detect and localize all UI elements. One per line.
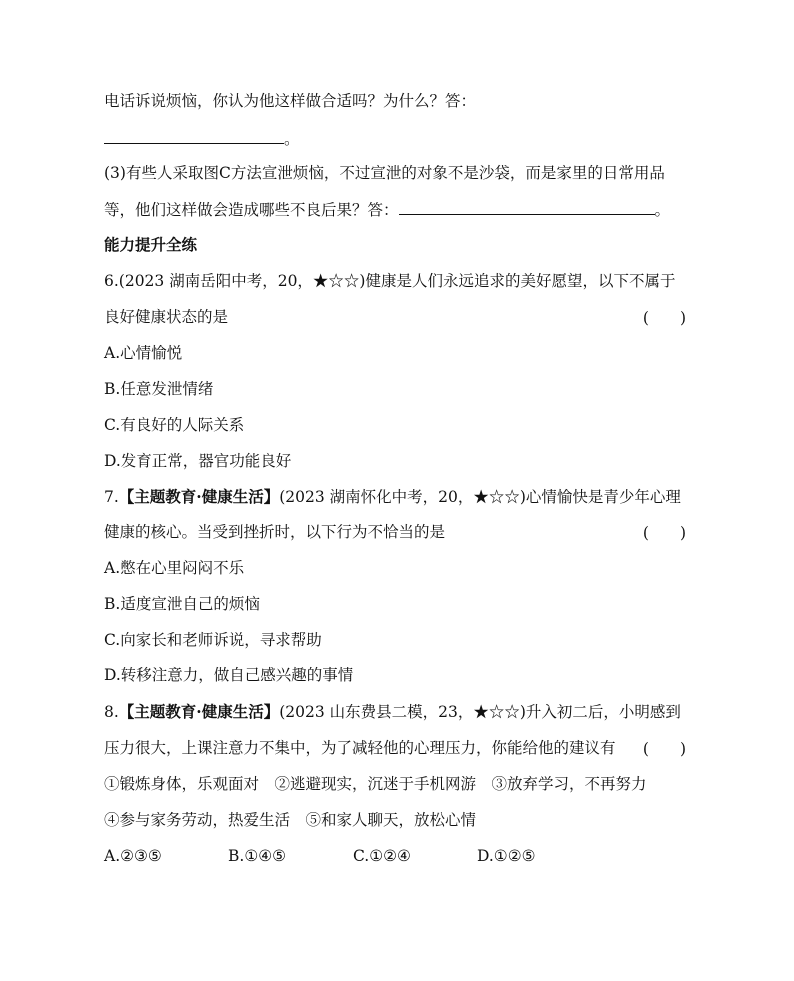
q6-option-b[interactable]: B.任意发泄情绪 <box>104 380 214 398</box>
q8-option-d[interactable]: D.①②⑤ <box>477 847 536 865</box>
q8-answer-paren[interactable]: ( ) <box>642 740 686 758</box>
q8-stem-line1 <box>104 701 681 723</box>
q7-answer-paren[interactable]: ( ) <box>642 524 686 542</box>
q7-stem-text: (2023 湖南怀化中考，20，★☆☆)心情愉快是青少年心理 <box>279 488 681 506</box>
q7-stem-line2: 健康的核心。当受到挫折时，以下行为不恰当的是 <box>104 523 446 541</box>
section-title: 能力提升全练 <box>104 235 198 254</box>
q6-stem-line2: 良好健康状态的是 <box>104 308 229 326</box>
q7-option-a[interactable]: A.憋在心里闷闷不乐 <box>104 559 245 577</box>
period: 。 <box>284 130 300 148</box>
q5-continuation-line: 电话诉说烦恼，你认为他这样做合适吗？为什么？答： <box>104 92 477 110</box>
q8-options-row <box>104 845 536 867</box>
q8-number: 8. <box>104 703 119 721</box>
q8-stem-text: (2023 山东费县二模，23，★☆☆)升入初二后，小明感到 <box>279 703 681 721</box>
q7-option-b[interactable]: B.适度宣泄自己的烦恼 <box>104 595 260 613</box>
q8-option-c[interactable]: C.①②④ <box>353 847 411 865</box>
answer-blank[interactable] <box>104 127 284 144</box>
q8-choices-line2: ④参与家务劳动，热爱生活 ⑤和家人聊天，放松心情 <box>104 811 477 829</box>
q7-theme-tag: 【主题教育·健康生活】 <box>118 487 280 506</box>
q8-stem-line2: 压力很大，上课注意力不集中，为了减轻他的心理压力，你能给他的建议有 <box>104 739 616 757</box>
answer-blank[interactable] <box>399 198 655 215</box>
q8-option-b[interactable]: B.①④⑤ <box>228 847 287 865</box>
q8-theme-tag: 【主题教育·健康生活】 <box>118 702 280 721</box>
q6-stem-line1: 6.(2023 湖南岳阳中考，20，★☆☆)健康是人们永远追求的美好愿望，以下不属于 <box>104 272 676 290</box>
q6-answer-paren[interactable]: ( ) <box>642 309 686 327</box>
q5-answer-line <box>104 127 300 150</box>
q6-option-c[interactable]: C.有良好的人际关系 <box>104 416 245 434</box>
q8-option-a[interactable]: A.②③⑤ <box>104 847 162 865</box>
q5-part3-line2 <box>104 198 670 221</box>
q7-stem-line1 <box>104 486 681 508</box>
q7-number: 7. <box>104 488 119 506</box>
period: 。 <box>654 201 671 219</box>
q6-option-a[interactable]: A.心情愉悦 <box>104 344 183 362</box>
q7-option-c[interactable]: C.向家长和老师诉说，寻求帮助 <box>104 631 322 649</box>
q7-option-d[interactable]: D.转移注意力，做自己感兴趣的事情 <box>104 666 354 684</box>
q6-option-d[interactable]: D.发育正常，器官功能良好 <box>104 452 292 470</box>
q5-part3-line1: (3)有些人采取图C方法宣泄烦恼，不过宣泄的对象不是沙袋，而是家里的日常用品 <box>104 164 665 182</box>
q5-part3-text: 等，他们这样做会造成哪些不良后果？答： <box>104 201 399 219</box>
q8-choices-line1: ①锻炼身体，乐观面对 ②逃避现实，沉迷于手机网游 ③放弃学习，不再努力 <box>104 775 647 793</box>
